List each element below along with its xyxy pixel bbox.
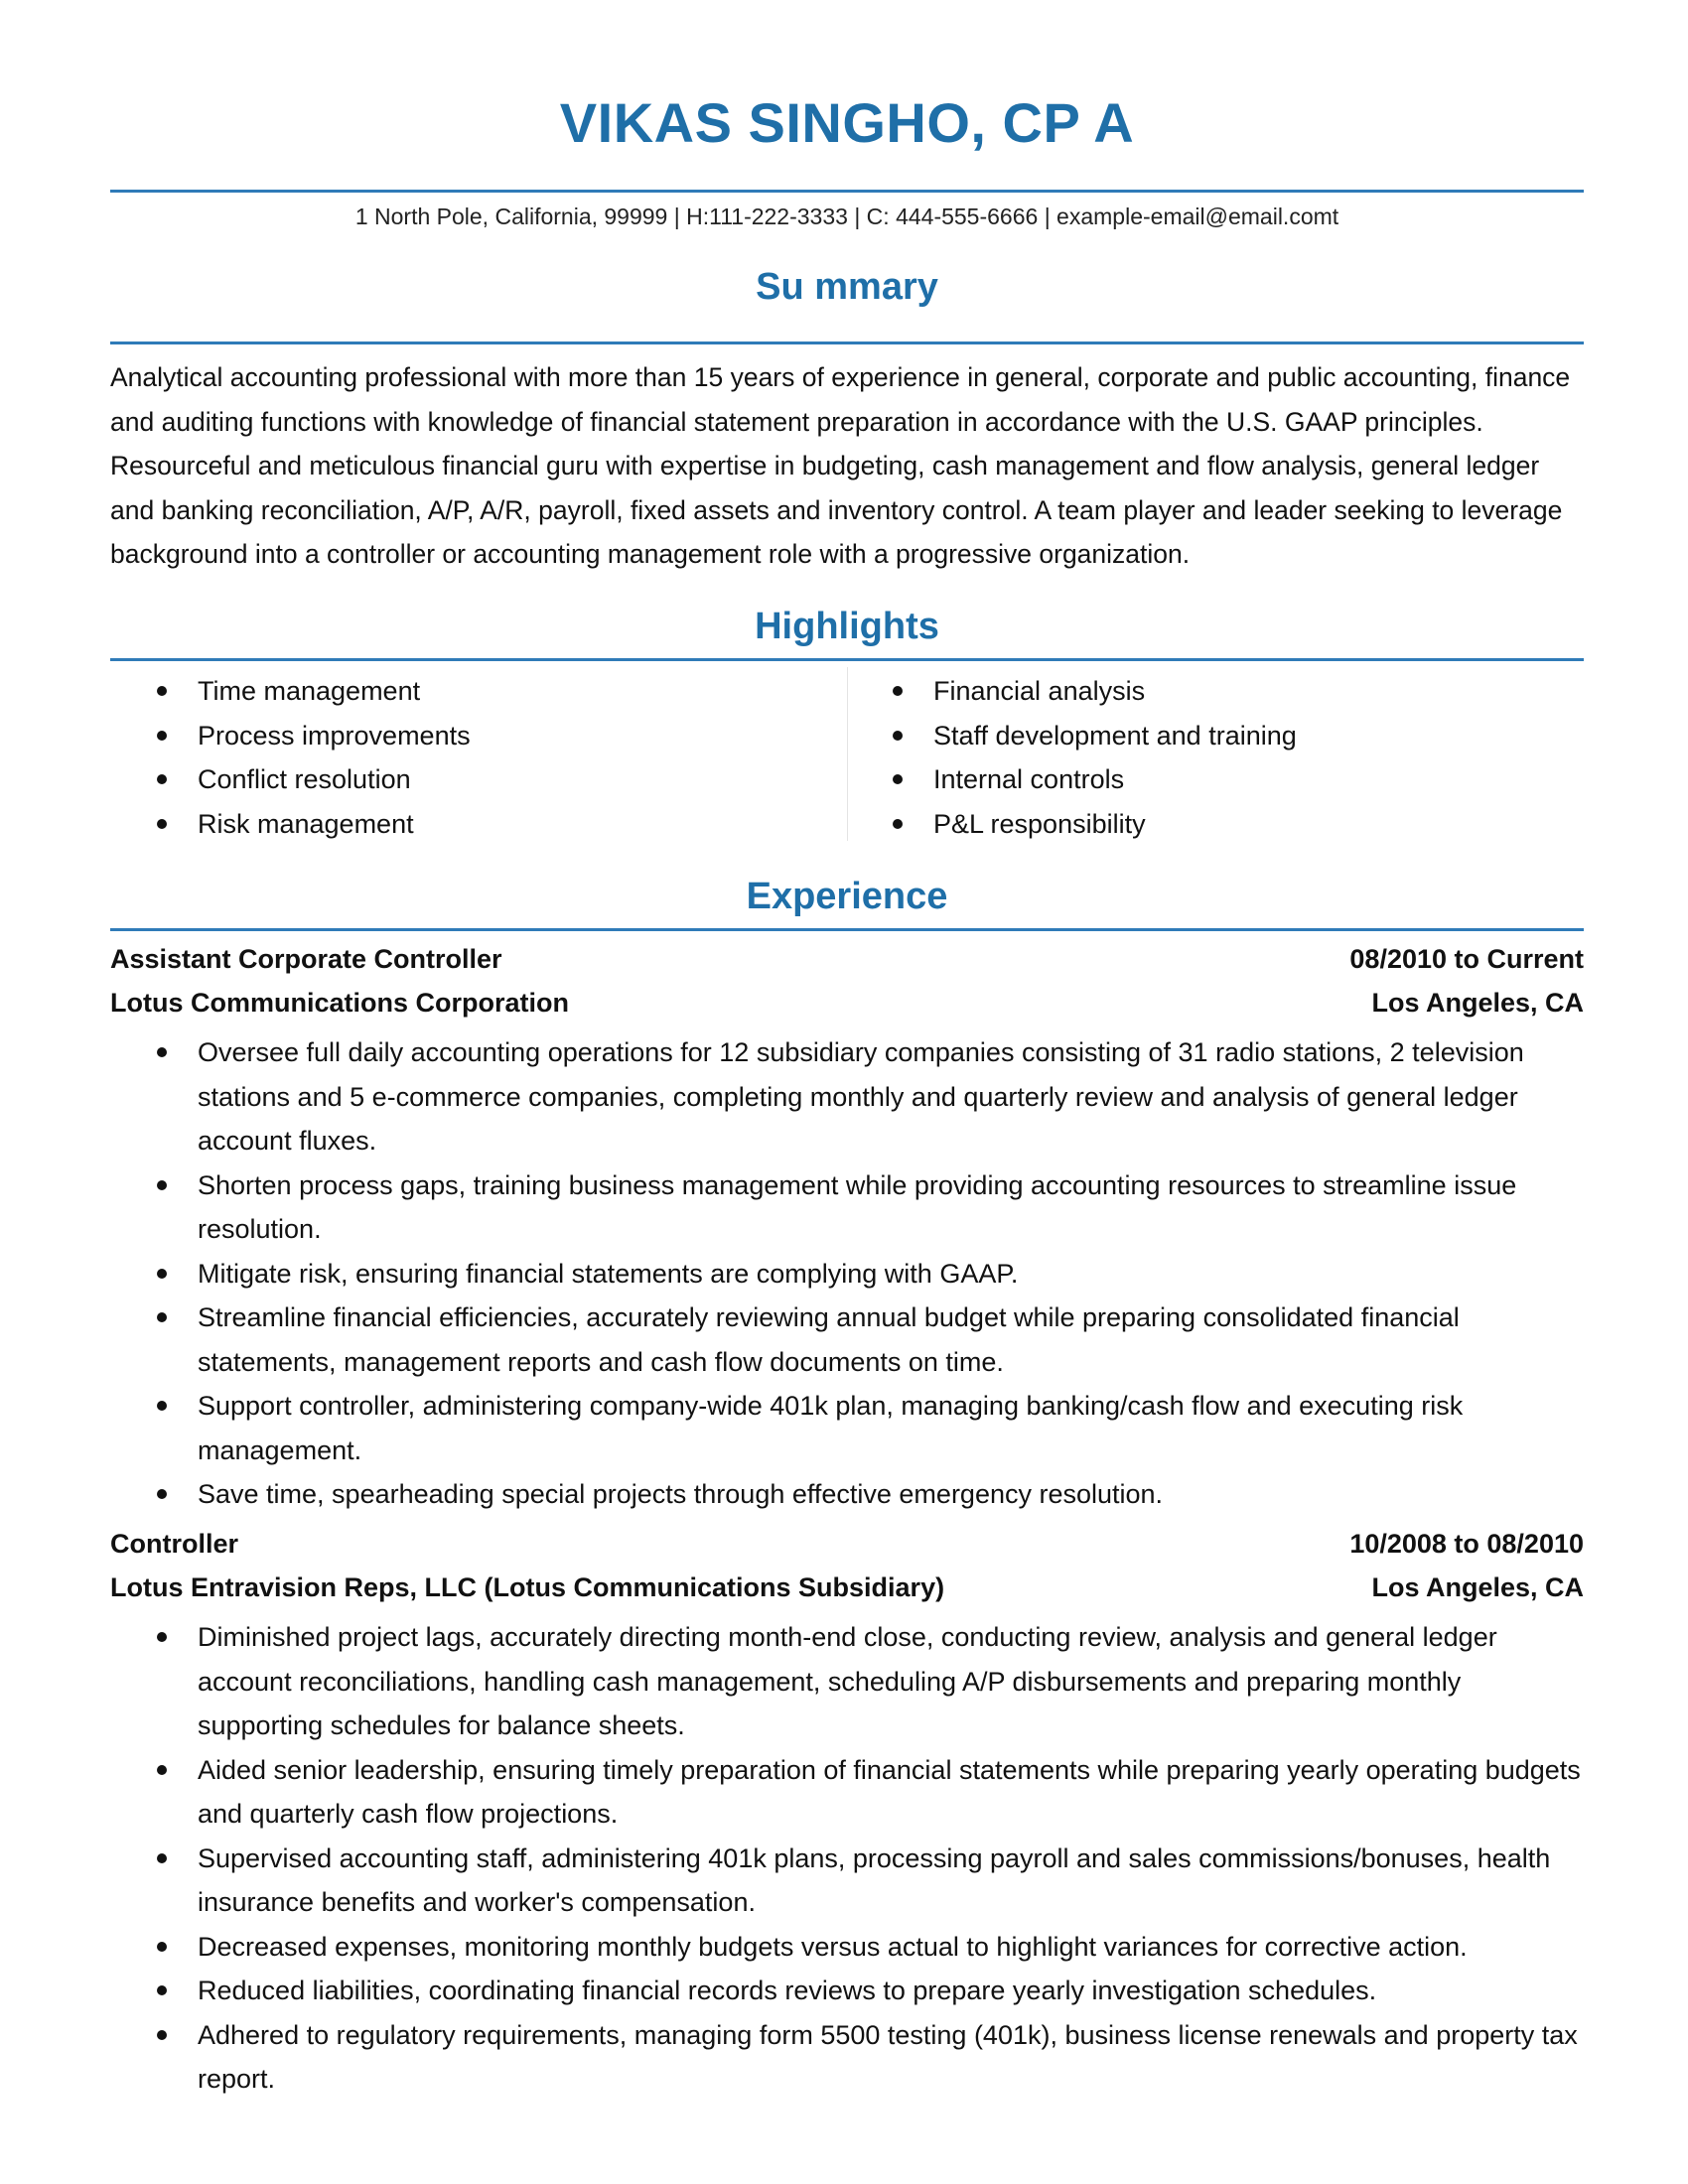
highlights-rule — [110, 658, 1584, 661]
job-bullet: Shorten process gaps, training business management while providing accounting resources to streamline issue resolution. — [110, 1163, 1584, 1252]
highlights-heading: Highlights — [755, 606, 939, 647]
highlight-item: P&L responsibility — [846, 802, 1581, 847]
job-bullet: Diminished project lags, accurately directing month-end close, conducting review, analysis and general ledger account reconciliations, handling cash management, scheduling A/P disbursements and preparing monthly supporting schedules for balance sheets. — [110, 1615, 1584, 1748]
job-company: Lotus Entravision Reps, LLC (Lotus Communications Subsidiary) — [110, 1572, 945, 1602]
job-bullet: Streamline financial efficiencies, accurately reviewing annual budget while preparing consolidated financial statements, management reports and cash flow documents on time. — [110, 1296, 1584, 1384]
job-title: Controller — [110, 1529, 239, 1559]
job-bullet: Oversee full daily accounting operations for 12 subsidiary companies consisting of 31 radio stations, 2 television stations and 5 e-commerce companies, completing monthly and quarterly review and analysis of general ledger account fluxes. — [110, 1030, 1584, 1163]
job-bullets — [110, 1615, 1584, 2102]
highlight-item: Internal controls — [846, 757, 1581, 802]
job-company-row — [110, 988, 1584, 1029]
highlights-left-list — [110, 669, 805, 846]
job-bullet: Save time, spearheading special projects through effective emergency resolution. — [110, 1472, 1584, 1517]
job-location: Los Angeles, CA — [1371, 988, 1584, 1018]
experience-rule — [110, 928, 1584, 931]
job-bullet: Mitigate risk, ensuring financial statements are complying with GAAP. — [110, 1252, 1584, 1297]
job-bullet: Supervised accounting staff, administering 401k plans, processing payroll and sales commissions/bonuses, health insurance benefits and worker's compensation. — [110, 1837, 1584, 1925]
job-dates: 10/2008 to 08/2010 — [1349, 1529, 1584, 1559]
job-company: Lotus Communications Corporation — [110, 988, 569, 1018]
summary-heading: Su mmary — [756, 266, 938, 308]
job-dates: 08/2010 to Current — [1349, 944, 1584, 974]
contact-info: 1 North Pole, California, 99999 | H:111-222-3333 | C: 444-555-6666 | example-email@email.comt — [354, 204, 1339, 229]
job-bullet: Aided senior leadership, ensuring timely preparation of financial statements while preparing yearly operating budgets and quarterly cash flow projections. — [110, 1748, 1584, 1837]
highlight-item: Risk management — [110, 802, 805, 847]
job-bullet: Reduced liabilities, coordinating financial records reviews to prepare yearly investigation schedules. — [110, 1969, 1584, 2013]
job-bullet: Adhered to regulatory requirements, managing form 5500 testing (401k), business license renewals and property tax report. — [110, 2013, 1584, 2102]
experience-heading: Experience — [746, 876, 948, 917]
job-bullet: Decreased expenses, monitoring monthly budgets versus actual to highlight variances for corrective action. — [110, 1925, 1584, 1970]
header-rule — [110, 190, 1584, 193]
highlight-item: Conflict resolution — [110, 757, 805, 802]
highlight-item: Process improvements — [110, 714, 805, 758]
job-title-row — [110, 944, 1584, 986]
job-bullet: Support controller, administering company-wide 401k plan, managing banking/cash flow and executing risk management. — [110, 1384, 1584, 1472]
candidate-name: VIKAS SINGHO, CP A — [559, 91, 1135, 154]
job-title: Assistant Corporate Controller — [110, 944, 502, 974]
highlight-item: Financial analysis — [846, 669, 1581, 714]
job-title-row — [110, 1529, 1584, 1570]
job-bullets — [110, 1030, 1584, 1517]
highlights-right-list — [846, 669, 1581, 846]
summary-text: Analytical accounting professional with more than 15 years of experience in general, corporate and public accounting, finance and auditing functions with knowledge of financial statement preparation in accordance with the U.S. GAAP principles. Resourceful and meticulous financial guru with expertise in budgeting, cash management and flow analysis, general ledger and banking reconciliation, A/P, A/R, payroll, fixed assets and inventory control. A team player and leader seeking to leverage background into a controller or accounting management role with a progressive organization. — [110, 362, 1571, 569]
highlight-item: Time management — [110, 669, 805, 714]
job-company-row — [110, 1572, 1584, 1614]
job-location: Los Angeles, CA — [1371, 1572, 1584, 1602]
highlight-item: Staff development and training — [846, 714, 1581, 758]
summary-rule — [110, 341, 1584, 344]
